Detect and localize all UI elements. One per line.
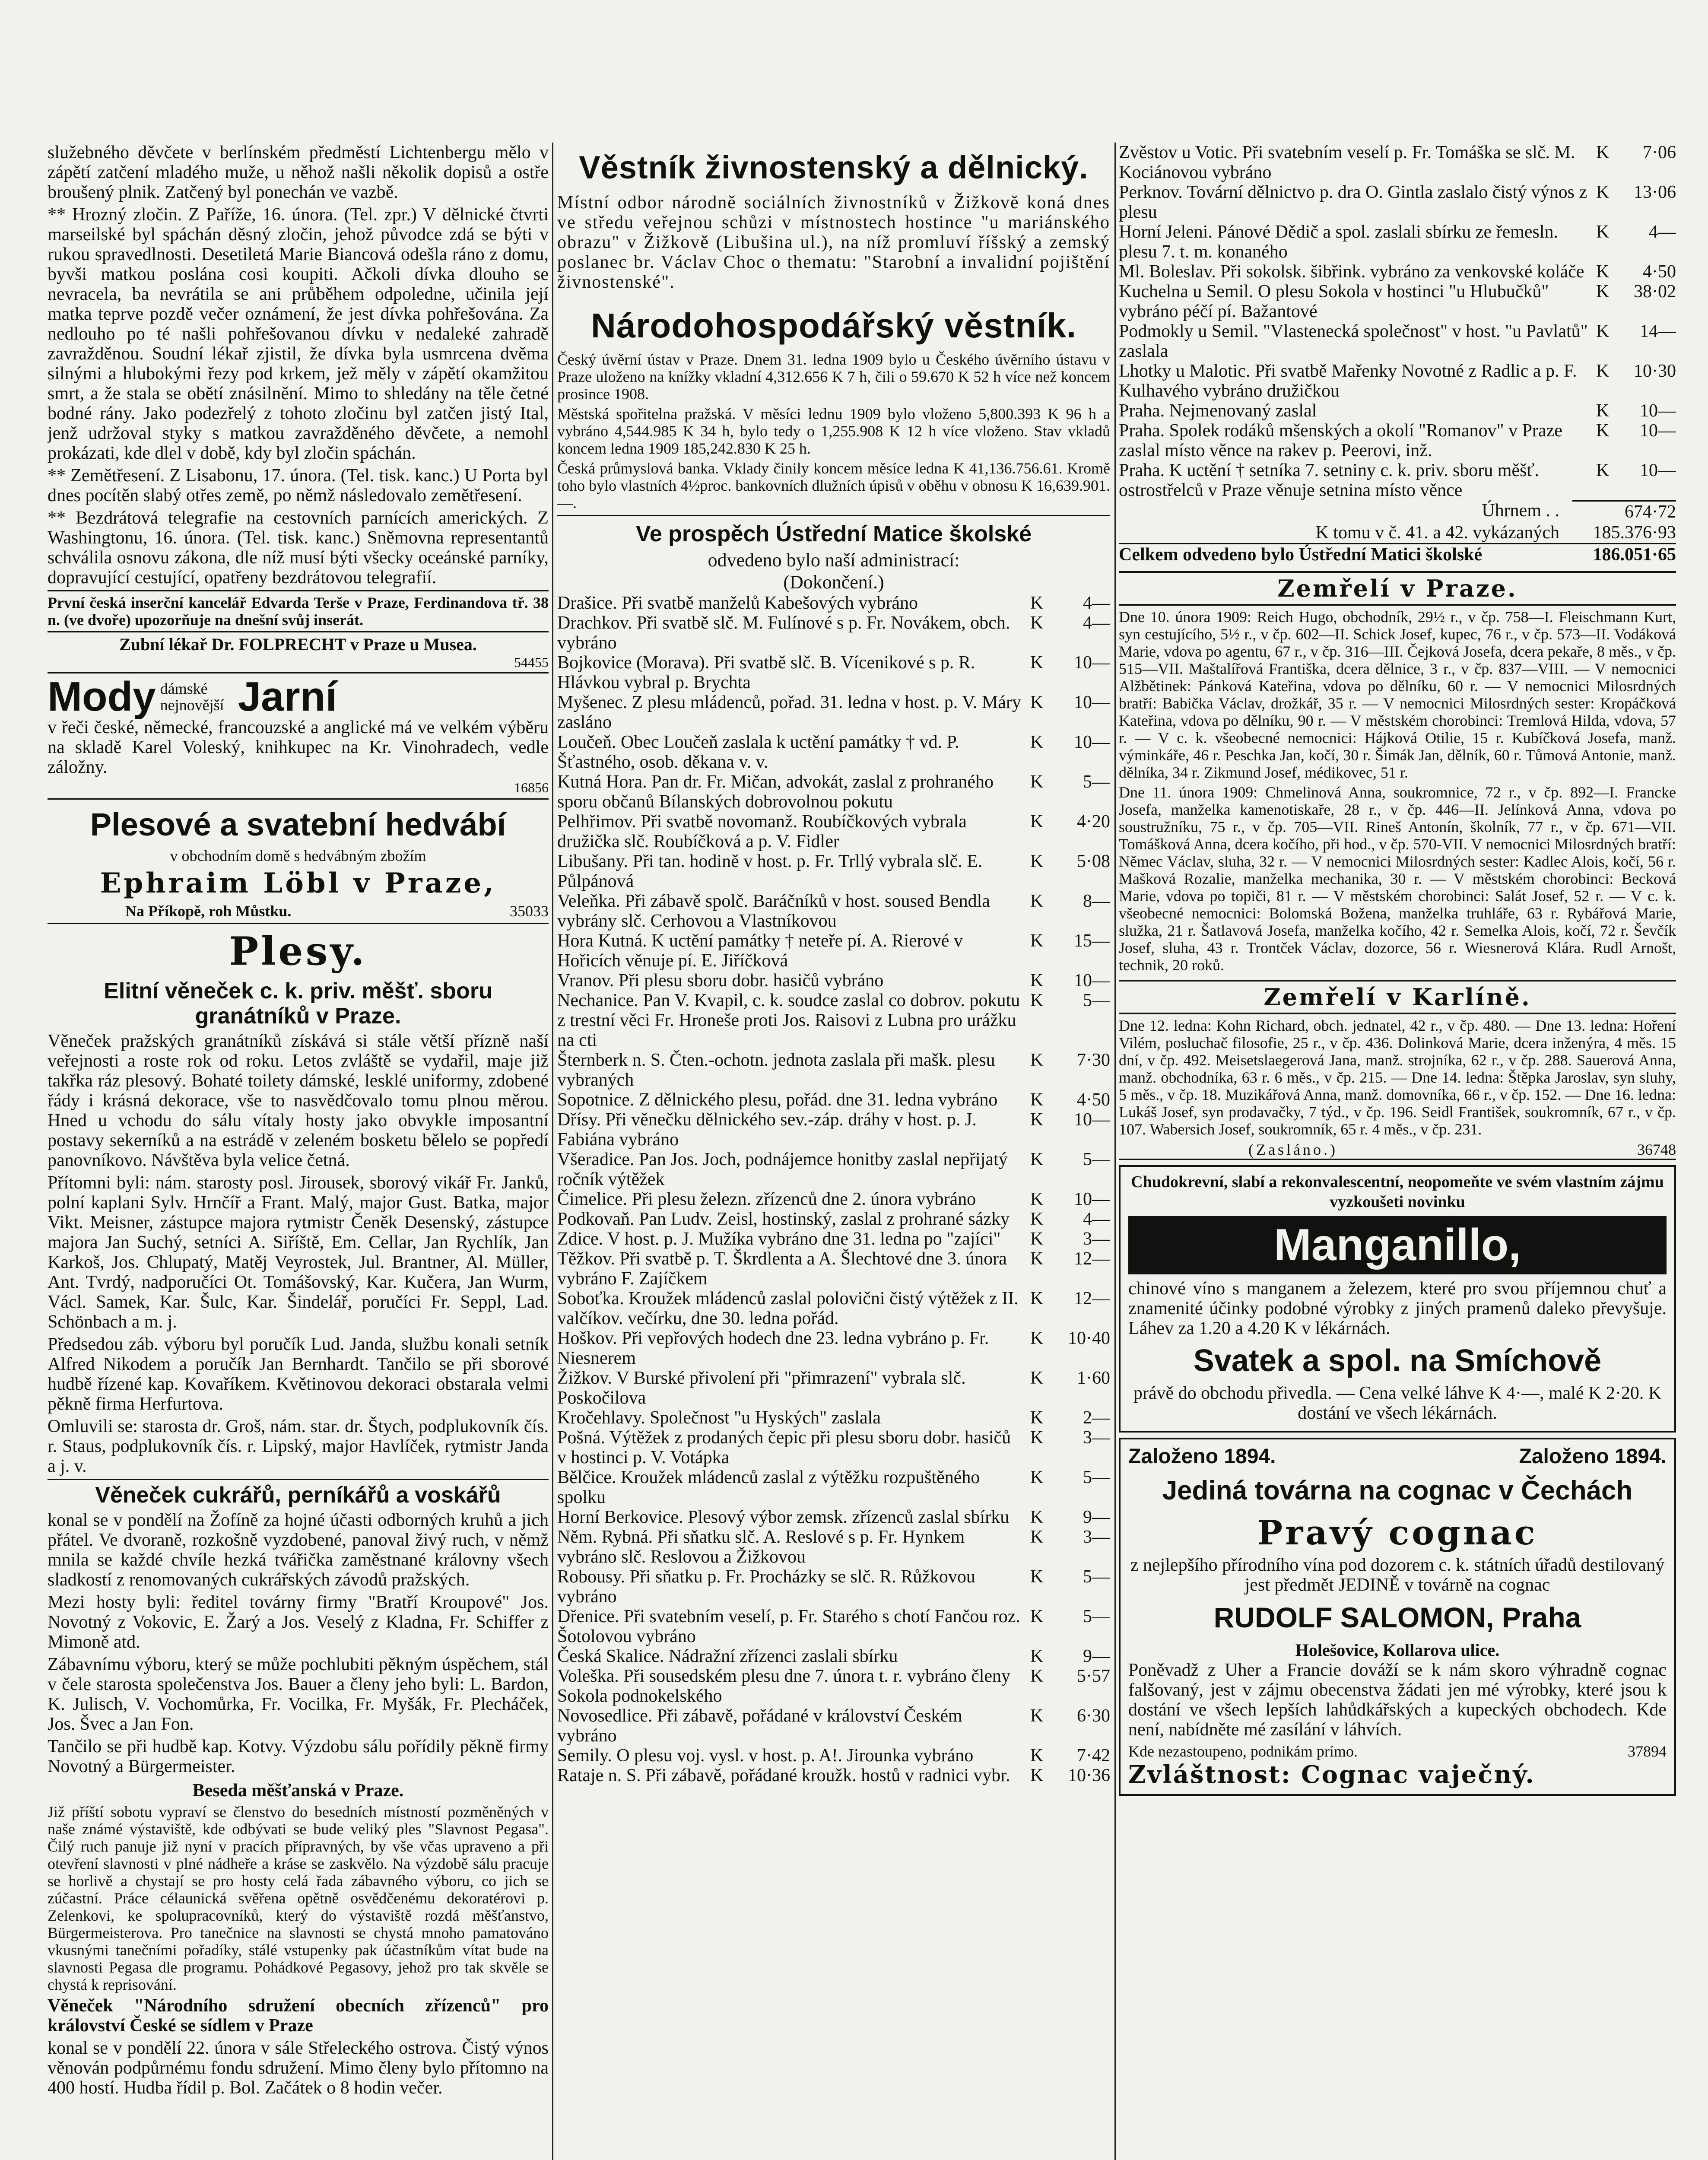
currency-mark: K bbox=[1030, 1646, 1044, 1666]
donation-amount: 6·30 bbox=[1077, 1706, 1110, 1726]
donation-amount: 10— bbox=[1074, 1110, 1110, 1130]
total-value: 674·72 bbox=[1572, 500, 1676, 522]
donation-text: Praha. Spolek rodáků mšenských a okolí "Romanov" v Praze zaslal místo věnce na rakev p. Peerovi, inž. bbox=[1119, 421, 1562, 461]
matice-sub: odvedeno bylo naší administrací: bbox=[708, 550, 960, 571]
donation-amount: 9— bbox=[1083, 1646, 1110, 1666]
donation-row bbox=[557, 1249, 1110, 1289]
article-text: Omluvili se: starosta dr. Groš, nám. star. dr. Štych, podplukovník čís. r. Staus, podplukovník čís. r. Lipský, major Havlíček, rytmistr Janda a j. v. bbox=[48, 1417, 549, 1476]
plesy-heading: Plesy. bbox=[229, 928, 367, 974]
donation-row bbox=[1119, 222, 1676, 262]
donation-row bbox=[1119, 262, 1676, 282]
svatek-text: právě do obchodu přivedla. — Cena velké láhve K 4·—, malé K 2·20. K dostání ve všech lékárnách. bbox=[1133, 1383, 1662, 1423]
currency-mark: K bbox=[1596, 143, 1610, 162]
currency-mark: K bbox=[1030, 812, 1044, 832]
donation-row bbox=[557, 692, 1110, 732]
donation-amount: 5— bbox=[1083, 1567, 1110, 1587]
donation-amount: 4·50 bbox=[1077, 1090, 1110, 1110]
donation-amount: 9— bbox=[1083, 1507, 1110, 1527]
donation-row bbox=[557, 732, 1110, 772]
currency-mark: K bbox=[1030, 1507, 1044, 1527]
celkem-value: 186.051·65 bbox=[1593, 545, 1676, 565]
zaslano-row bbox=[1119, 1140, 1676, 1160]
ad-number: 37894 bbox=[1628, 1743, 1667, 1760]
ples-ad bbox=[48, 798, 549, 924]
ples-addr-row bbox=[48, 902, 549, 920]
donation-text: Všeradice. Pan Jos. Joch, podnájemce honitby zaslal nepřijatý ročník výtěžek bbox=[557, 1150, 1008, 1189]
rudolf-salomon: RUDOLF SALOMON, Praha bbox=[1213, 1601, 1581, 1633]
article-text: Dne 11. února 1909: Chmelinová Anna, soukromnice, 72 r., v čp. 892—I. Francke Josefa, manželka kamenotiskaře, 28 r., v čp. 446—II. Jelínková Anna, vdova po soustružníku, 75 r., v čp. 705—VII. Rineš Antonín, školník, 77 r., v čp. 671—VII. Tomášková Anna, dcera kočího, při hod., v čp. 570-VII. V nemocnici Milosrdných bratří: Němec Václav, sluha, 32 r. — V nemocnici Milosrdných sester: Kadlec Alois, kočí, 56 r. Mašková Rozalie, manželka mechanika, 30 r. — V městském chorobinci: Becková Marie, vdova po topiči, 81 r. — V městském chorobinci: Salát Josef, 52 r. — V c. k. všeobecné nemocnici: Bolomská Božena, manželka truhláře, 63 r. Rybářová Marie, služka, 21 r. Šatlavová Josefa, manželka kočího, 42 r. Semelka Alois, kočí, 72 r. Ševčík Josef, sluha, 43 r. Trontček Václav, dozorce, 56 r. Wiesnerová Klára. Rudl Arnošt, technik, 20 roků. bbox=[1119, 784, 1676, 974]
currency-mark: K bbox=[1030, 1150, 1044, 1169]
currency-mark: K bbox=[1030, 1368, 1044, 1388]
donation-text: Loučeň. Obec Loučeň zaslala k uctění památky † vd. P. Šťastného, osob. děkana v. v. bbox=[557, 732, 959, 772]
donation-text: Dřísy. Při věnečku dělnického sev.-záp. dráhy v host. p. J. Fabiána vybráno bbox=[557, 1110, 977, 1150]
ad-number: 36748 bbox=[1637, 1141, 1676, 1158]
donation-amount: 10— bbox=[1074, 732, 1110, 752]
matice-cont: (Dokončení.) bbox=[783, 572, 884, 593]
currency-mark: K bbox=[1596, 321, 1610, 341]
zaslano-label: (Zasláno.) bbox=[1248, 1141, 1338, 1158]
ples-title: Plesové a svatební hedvábí bbox=[90, 807, 506, 842]
donation-text: Bojkovice (Morava). Při svatbě slč. B. Vícenikové s p. R. Hlávkou vybral p. Brychta bbox=[557, 653, 975, 692]
article-text: Tančilo se při hudbě kap. Kotvy. Výzdobu sálu pořídily pěkně firmy Novotný a Bürgermeister. bbox=[48, 1737, 549, 1776]
zalozeno-left: Založeno 1894. bbox=[1128, 1445, 1276, 1468]
donation-amount: 4— bbox=[1083, 1209, 1110, 1229]
donation-row bbox=[557, 1209, 1110, 1229]
currency-mark: K bbox=[1030, 732, 1044, 752]
donation-row bbox=[557, 1428, 1110, 1468]
currency-mark: K bbox=[1030, 891, 1044, 911]
donation-amount: 5·57 bbox=[1077, 1666, 1110, 1686]
donation-amount: 4— bbox=[1649, 222, 1676, 242]
ples-sub: v obchodním domě s hedvábným zbožím bbox=[170, 847, 426, 864]
donation-amount: 15— bbox=[1074, 931, 1110, 951]
ad-number: 35033 bbox=[510, 902, 549, 920]
donation-text: Hoškov. Při vepřových hodech dne 23. ledna vybráno p. Fr. Niesnerem bbox=[557, 1328, 989, 1368]
currency-mark: K bbox=[1030, 1110, 1044, 1130]
salomon-ad bbox=[1119, 1438, 1676, 1796]
currency-mark: K bbox=[1030, 653, 1044, 673]
donation-text: Lhotky u Malotic. Při svatbě Mařenky Novotné z Radlic a p. F. Kulhavého vybráno družičkou bbox=[1119, 361, 1577, 401]
donation-row bbox=[557, 1328, 1110, 1368]
donation-amount: 5·08 bbox=[1077, 851, 1110, 871]
currency-mark: K bbox=[1030, 1229, 1044, 1249]
tomu-row bbox=[1119, 522, 1676, 543]
article-text: Věneček pražských granátníků získává si stále větší přízně naší veřejnosti a roste rok od roku. Letos zvláště se vydařil, maje již takřka ráz plesový. Bohaté toilety dámské, lesklé uniformy, zdobené řády i krásná dekorace, vše to nasvědčovalo tomu plnou měrou. Hned u vchodu do sálu vítaly hosty jako obvykle imposantní postavy sekerníků a na estrádě v zeleném bosketu bělelo se popředí panovníkovo. Návštěva byla velice četná. bbox=[48, 1031, 549, 1170]
donation-amount: 10— bbox=[1074, 653, 1110, 673]
donation-amount: 13·06 bbox=[1634, 182, 1676, 202]
zvlastnost: Zvláštnost: Cognac vaječný. bbox=[1128, 1760, 1535, 1789]
svatek-title: Svatek a spol. na Smíchově bbox=[1193, 1344, 1602, 1378]
donation-row bbox=[557, 971, 1110, 991]
donation-amount: 7·06 bbox=[1643, 143, 1676, 162]
donation-row bbox=[1119, 282, 1676, 321]
donation-amount: 10— bbox=[1074, 1189, 1110, 1209]
currency-mark: K bbox=[1596, 222, 1610, 242]
donation-row bbox=[557, 1368, 1110, 1408]
article-text: Předsedou záb. výboru byl poručík Lud. Janda, službu konali setník Alfred Nikodem a poručík Jan Bernhardt. Tančilo se při sborové hudbě řízené kap. Kovaříkem. Květinovou dekoraci obstarala velmi pěkně firma Herfurtova. bbox=[48, 1334, 549, 1414]
donation-row bbox=[557, 1706, 1110, 1746]
total-label: Úhrnem . . bbox=[1482, 501, 1559, 521]
donation-row bbox=[557, 1607, 1110, 1646]
donation-amount: 12— bbox=[1074, 1249, 1110, 1269]
article-text: Česká průmyslová banka. Vklady činily koncem měsíce ledna K 41,136.756.61. Kromě toho bylo vlastních 4½proc. bankovních dlužních úpisů v oběhu v obnosu K 16,639.901.—. bbox=[557, 460, 1110, 511]
article-text: Dne 10. února 1909: Reich Hugo, obchodník, 29½ r., v čp. 758—I. Fleischmann Kurt, syn cestujícího, 5½ r., v čp. 602—II. Schick Josef, kupec, 76 r., v čp. 573—II. Vodáková Marie, vdova po agentu, 67 r., v čp. 316—III. Čejková Josefa, dcera pekaře, 8 měs., v čp. 515—VII. Maštalířová Františka, dcera dělnice, 3 r., v čp. 837—VIII. — V nemocnici Alžbětinek: Pánková Kateřina, vdova po dělníku, 60 r. — V nemocnici Milosrdných bratří: Babička Václav, drožkář, 35 r. — V nemocnici Milosrdných sester: Kropáčková Kateřina, vdova po dělníku, 90 r. — V městském chorobinci: Tremlová Hilda, vdova, 57 r. — V c. k. všeobecné nemocnici: Hájková Otilie, 15 r. Kubíčková Josefa, manž. výminkáře, 46 r. Peschka Jan, kočí, 30 r. Šimák Jan, dělník, 60 r. Tůmová Antonie, manž. dělníka, 34 r. Zikmund Josef, médikovec, 51 r. bbox=[1119, 608, 1676, 781]
donation-row bbox=[1119, 143, 1676, 182]
donation-text: Kročehlavy. Společnost "u Hyských" zaslala bbox=[557, 1408, 881, 1428]
donation-text: Čimelice. Při plesu železn. zřízenců dne 2. února vybráno bbox=[557, 1189, 976, 1209]
donation-row bbox=[557, 851, 1110, 891]
currency-mark: K bbox=[1596, 262, 1610, 282]
pravy-text: z nejlepšího přírodního vína pod dozorem c. k. státních úřadů destilovaný jest předmět JEDINĚ v továrně na cognac bbox=[1130, 1555, 1665, 1595]
currency-mark: K bbox=[1030, 1766, 1044, 1785]
donation-text: Česká Skalice. Nádražní zřízenci zaslali sbírku bbox=[557, 1646, 898, 1666]
donation-text: Praha. K uctění † setníka 7. setniny c. k. priv. sboru měšť. ostrostřelců v Praze věnuje setnina místo věnce bbox=[1119, 461, 1539, 500]
article-text: Mezi hosty byli: ředitel továrny firmy "Bratří Kroupové" Jos. Novotný z Vokovic, E. Žarý a Jos. Veselý z Kladna, Fr. Schiffer z Mimoně atd. bbox=[48, 1592, 549, 1652]
donation-amount: 5— bbox=[1083, 1607, 1110, 1626]
article-text: Přítomni byli: nám. starosty posl. Jirousek, sborový vikář Fr. Janků, polní kaplani Sylv. Hrnčíř a Frant. Malý, major Gust. Batka, major Vikt. Meisner, zástupce majora rytmistr Čeněk Desenský, zástupce majora Jan Suchý, setníci A. Siříště, Em. Cellar, Jan Rychlík, Jan Karkoš, Jos. Chlupatý, Matěj Veyrostek, Jul. Brantner, Al. Müller, Ant. Tvrdý, nadporučíci Ot. Tomášovský, Kar. Kučera, Jan Wurm, Václ. Samek, Kar. Šulc, Kar. Šindelář, poručíci Fr. Seppl, Lad. Schönbach a m. j. bbox=[48, 1173, 549, 1332]
donation-text: Myšenec. Z plesu mládenců, pořad. 31. ledna v host. p. V. Máry zasláno bbox=[557, 692, 1021, 732]
article-text: Místní odbor národně sociálních živnostníků v Žižkově koná dnes ve středu veřejnou schůzi v místnostech hostince "u mariánského obrazu" v Žižkově (Libušina ul.), na níž promluví říšský a zemský poslanec br. Václav Choc o thematu: "Starobní a invalidní pojištění živnostenské". bbox=[557, 193, 1110, 292]
donation-row bbox=[1119, 321, 1676, 361]
article-text: Dne 12. ledna: Kohn Richard, obch. jednatel, 42 r., v čp. 480. — Dne 13. ledna: Hoření Vilém, posluchač filosofie, 25 r., v čp. 436. Dolinková Marie, dcera inženýra, 4 měs. 15 dní, v čp. 492. Meisetslaegerová Jana, manž. strojníka, 62 r., v čp. 288. Sauerová Anna, manž. obchodníka, 63 r. 6 měs., v čp. 215. — Dne 14. ledna: Štěpka Jaroslav, syn sluhy, 5 měs., v čp. 18. Muzikářová Anna, manž. domovníka, 66 r., v čp. 152. — Dne 16. ledna: Lukáš Josef, syn prodavačky, 7 týd., v čp. 196. Seidl František, soukromník, 67 r., v čp. 107. Wabersich Josef, soukromník, 65 r. 4 měs., v čp. 231. bbox=[1119, 1017, 1676, 1138]
notice-insertion: První česká inserční kancelář Edvarda Terše v Praze, Ferdinandova tř. 38 n. (ve dvoře) upozorňuje na dnešní svůj inserát. bbox=[48, 590, 549, 629]
celkem-row bbox=[1119, 543, 1676, 565]
pravy-cognac: Pravý cognac bbox=[1257, 1513, 1538, 1553]
section-heading: Věneček cukrářů, perníkářů a voskářů bbox=[48, 1479, 549, 1508]
currency-mark: K bbox=[1030, 991, 1044, 1010]
currency-mark: K bbox=[1030, 1209, 1044, 1229]
currency-mark: K bbox=[1030, 613, 1044, 633]
donation-text: Pošná. Výtěžek z prodaných čepic při plesu sboru dobr. hasičů v hostinci p. V. Votápka bbox=[557, 1428, 1011, 1468]
mody-ad bbox=[48, 673, 549, 796]
mody-text: v řeči české, německé, francouzské a anglické má ve velkém výběru na skladě Karel Voleský, knihkupec na Kr. Vinohradech, vedle záložny. bbox=[48, 718, 549, 777]
donation-row bbox=[557, 613, 1110, 653]
column-divider bbox=[552, 143, 553, 2160]
donation-row bbox=[557, 593, 1110, 613]
donation-text: Semily. O plesu voj. vysl. v host. p. A!. Jirounka vybráno bbox=[557, 1746, 974, 1766]
article-text: Český úvěrní ústav v Praze. Dnem 31. ledna 1909 bylo u Českého úvěrního ústavu v Praze uloženo na knížky vkladní 4,312.656 K 7 h, čili o 59.670 K 52 h více než koncem prosince 1908. bbox=[557, 351, 1110, 403]
currency-mark: K bbox=[1030, 692, 1044, 712]
currency-mark: K bbox=[1030, 1567, 1044, 1587]
total-row bbox=[1119, 500, 1676, 522]
tomu-label: K tomu v č. 41. a 42. vykázaných bbox=[1315, 523, 1559, 543]
dentist-text: Zubní lékař Dr. FOLPRECHT v Praze u Musea. bbox=[119, 635, 477, 654]
donation-text: Praha. Nejmenovaný zaslal bbox=[1119, 401, 1317, 421]
currency-mark: K bbox=[1030, 1746, 1044, 1766]
donation-amount: 10— bbox=[1074, 971, 1110, 991]
article-text: Již příští sobotu vypraví se členstvo do besedních místností pozměněných v naše známé výstaviště, kde odbývati se bude veliký ples "Slavnost Pegasa". Čilý ruch panuje již nyní v pracích přípravných, by vše včas upraveno a při otevření slavnosti v plné nádheře a kráse se zaskvělo. Na výzdobě sálu pracuje se horlivě a chystají se pro hosty celá řada zábavného výboru, co jich se zúčastní. Práce célaunická svěřena opětně osvědčenému dekoratérovi p. Zelenkovi, ke spolupracovníků, který do výstaviště rozdá měšťanstvo, Bürgermeisterova. Pro tanečnice na slavnosti se chystá mnoho pamatováno vkusnými tanečními pořadíky, stálé vstupenky pak účastníkům vítat bude na slavnosti Pegasa dle programu. Pohádkové Pegasovy, jehož pro tak skvěle se chystá k reprisování. bbox=[48, 1803, 549, 1993]
donation-amount: 7·30 bbox=[1077, 1050, 1110, 1070]
currency-mark: K bbox=[1596, 421, 1610, 441]
donation-amount: 10·40 bbox=[1068, 1328, 1110, 1348]
donation-list bbox=[557, 593, 1110, 1785]
donation-text: Drachkov. Při svatbě slč. M. Fulínové s p. Fr. Novákem, obch. vybráno bbox=[557, 613, 1010, 653]
donation-row bbox=[557, 931, 1110, 971]
matice-title: Ve prospěch Ústřední Matice školské bbox=[635, 521, 1032, 546]
article-text: konal se v pondělí 22. února v sále Střeleckého ostrova. Čistý výnos věnován podpůrnému fondu sdružení. Mimo členy bylo přítomno na 400 hostí. Hudba řídil p. Bol. Začátek o 8 hodin večer. bbox=[48, 2038, 549, 2098]
ples-firm: Ephraim Löbl v Praze, bbox=[100, 867, 496, 899]
donation-text: Zvěstov u Votic. Při svatebním veselí p. Fr. Tomáška se slč. M. Kociánovou vybráno bbox=[1119, 143, 1575, 182]
currency-mark: K bbox=[1596, 182, 1610, 202]
currency-mark: K bbox=[1030, 971, 1044, 991]
currency-mark: K bbox=[1030, 1050, 1044, 1070]
column-divider bbox=[1114, 143, 1116, 2160]
donation-row bbox=[1119, 461, 1676, 500]
donation-row bbox=[1119, 401, 1676, 421]
donation-row bbox=[557, 1666, 1110, 1706]
article-text: ** Hrozný zločin. Z Paříže, 16. února. (Tel. zpr.) V dělnické čtvrti marseilské byl spáchán děsný zločin, jehož původce zdá se býti v rukou spravedlnosti. Desetiletá Marie Biancová odešla ráno z domu, byvši matkou poslána cosi koupiti. Ačkoli dívka dlouho se nevracela, ba nevrátila se ani průběhem odpoledne, učinila její matka teprve pozdě večer oznámení, že jest dívka pohřešována. Za nedlouho po té našli pohřešovanou dívku v nedaleké zahradě zavražděnou. Soudní lékař zjistil, že dívka byla usmrcena dvěma silnými a hlubokými řezy pod krkem, jež měly v zápětí okamžitou smrt, a že stala se obětí znásilnění. Mimo to shledány na těle četné bodné rány. Jako podezřelý z tohoto zločinu byl zatčen jistý Ital, jenž udržoval styky s matkou zavražděného děvčete, a nemohl prokázati, kde dlel v době, kdy byl zločin spáchán. bbox=[48, 205, 549, 463]
donation-row bbox=[557, 1090, 1110, 1110]
currency-mark: K bbox=[1030, 851, 1044, 871]
rudolf-sig: Kde nezastoupeno, podnikám prímo. bbox=[1128, 1743, 1358, 1760]
article-text: Zábavnímu výboru, který se může pochlubiti pěkným úspěchem, stál v čele starosta společenstva Jos. Bauer a členy jeho byli: L. Bardon, K. Julisch, V. Vochomůrka, Fr. Vocilka, Fr. Myšák, Fr. Plecháček, Jos. Švec a Jan Fon. bbox=[48, 1655, 549, 1734]
donation-amount: 10— bbox=[1640, 421, 1676, 441]
donation-text: Perknov. Tovární dělnictvo p. dra O. Gintla zaslalo čistý výnos z plesu bbox=[1119, 182, 1587, 222]
currency-mark: K bbox=[1030, 931, 1044, 951]
donation-text: Vranov. Při plesu sboru dobr. hasičů vybráno bbox=[557, 971, 884, 991]
currency-mark: K bbox=[1596, 461, 1610, 480]
donation-row bbox=[557, 1527, 1110, 1567]
article-text: ** Zemětřesení. Z Lisabonu, 17. února. (Tel. tisk. kanc.) U Porta byl dnes pocítěn slabý otřes země, po němž následovalo zemětřesení. bbox=[48, 466, 549, 505]
donation-row bbox=[557, 1507, 1110, 1527]
donation-amount: 2— bbox=[1083, 1408, 1110, 1428]
holesovice-addr: Holešovice, Kollarova ulice. bbox=[1295, 1640, 1500, 1660]
currency-mark: K bbox=[1030, 1527, 1044, 1547]
article-text: Městská spořitelna pražská. V měsíci lednu 1909 bylo vloženo 5,800.393 K 96 h a vybráno 4,544.985 K 34 h, bylo tedy o 1,255.908 K 12 h více vloženo. Stav vkladů koncem ledna 1909 185,242.830 K 25 h. bbox=[557, 405, 1110, 457]
donation-text: Bělčice. Kroužek mládenců zaslal z výtěžku rozpuštěného spolku bbox=[557, 1468, 980, 1507]
donation-text: Těžkov. Při svatbě p. T. Škrdlenta a A. Šlechtové dne 3. února vybráno F. Zajíčkem bbox=[557, 1249, 1007, 1289]
donation-text: Žižkov. V Burské přivolení při "přimrazení" vybrala slč. Poskočilova bbox=[557, 1368, 966, 1408]
donation-row bbox=[557, 1110, 1110, 1150]
donation-text: Pelhřimov. Při svatbě novomanž. Roubíčkových vybrala družička slč. Roubíčková a p. V. Fidler bbox=[557, 812, 967, 851]
currency-mark: K bbox=[1030, 1607, 1044, 1626]
donation-text: Nechanice. Pan V. Kvapil, c. k. soudce zaslal co dobrov. pokutu z trestní věci Fr. Hroneše proti Jos. Raisovi z Lubna pro urážku na cti bbox=[557, 991, 1020, 1050]
donation-amount: 4·50 bbox=[1643, 262, 1676, 282]
manganillo-banner: Manganillo, bbox=[1128, 1216, 1667, 1274]
donation-row bbox=[1119, 182, 1676, 222]
donation-text: Libušany. Při tan. hodině v host. p. Fr. Trllý vybrala slč. E. Půlpánová bbox=[557, 851, 983, 891]
currency-mark: K bbox=[1030, 1328, 1044, 1348]
section-title-vestnik: Věstník živnostenský a dělnický. bbox=[579, 149, 1089, 185]
donation-amount: 4·20 bbox=[1077, 812, 1110, 832]
donation-amount: 3— bbox=[1083, 1229, 1110, 1249]
donation-row bbox=[557, 1468, 1110, 1507]
donation-row bbox=[557, 1766, 1110, 1785]
currency-mark: K bbox=[1030, 1249, 1044, 1269]
currency-mark: K bbox=[1030, 772, 1044, 792]
ples-addr: Na Příkopě, roh Můstku. bbox=[125, 902, 292, 920]
currency-mark: K bbox=[1030, 1468, 1044, 1487]
tomu-value: 185.376·93 bbox=[1593, 523, 1676, 543]
donation-text: Veleňka. Při zábavě spolč. Baráčníků v host. soused Bendla vybrány slč. Cerhovou a Vlastníkovou bbox=[557, 891, 990, 931]
donation-amount: 38·02 bbox=[1634, 282, 1676, 302]
donation-amount: 10— bbox=[1640, 401, 1676, 421]
donation-row bbox=[557, 653, 1110, 692]
donation-amount: 5— bbox=[1083, 1150, 1110, 1169]
donation-amount: 10·30 bbox=[1634, 361, 1676, 381]
mody-title: Mody bbox=[48, 673, 156, 720]
column-1 bbox=[48, 143, 549, 2160]
donation-row bbox=[557, 1289, 1110, 1328]
currency-mark: K bbox=[1596, 361, 1610, 381]
donation-amount: 3— bbox=[1083, 1428, 1110, 1448]
celkem-label: Celkem odvedeno bylo Ústřední Matici školské bbox=[1119, 545, 1483, 565]
donation-text: Drašice. Při svatbě manželů Kabešových vybráno bbox=[557, 593, 918, 613]
rudolf-text: Poněvadž z Uher a Francie dováží se k nám skoro výhradně cognac falšovaný, jest v zájmu obecenstva žádati jen mé výrobky, které jsou k dostání ve všech lepších lahůdkářských a kupeckých obchodech. Kde není, nabídněte mé zasílání v láhvích. bbox=[1128, 1660, 1667, 1740]
mody-jarni: Jarní bbox=[238, 673, 337, 720]
currency-mark: K bbox=[1596, 401, 1610, 421]
mody-small: dámské nejnovější bbox=[160, 680, 224, 714]
column-2 bbox=[557, 143, 1110, 2160]
donation-amount: 5— bbox=[1083, 1468, 1110, 1487]
section-heading: Věneček "Národního sdružení obecních zřízenců" pro království České se sídlem v Praze bbox=[48, 1996, 549, 2036]
donation-amount: 8— bbox=[1083, 891, 1110, 911]
zalozeno-row bbox=[1128, 1445, 1667, 1468]
donation-text: Podkovaň. Pan Ludv. Zeisl, hostinský, zaslal z prohrané sázky bbox=[557, 1209, 1010, 1229]
donation-amount: 7·42 bbox=[1077, 1746, 1110, 1766]
currency-mark: K bbox=[1030, 1289, 1044, 1309]
matice-header bbox=[557, 515, 1110, 593]
donation-text: Zdice. V host. p. J. Mužíka vybráno dne 31. ledna po "zajíci" bbox=[557, 1229, 1001, 1249]
donation-text: Kuchelna u Semil. O plesu Sokola v hostinci "u Hlubučků" vybráno péčí pí. Bažantové bbox=[1119, 282, 1549, 321]
donation-text: Ml. Boleslav. Při sokolsk. šibřink. vybráno za venkovské koláče bbox=[1119, 262, 1584, 282]
donation-amount: 14— bbox=[1640, 321, 1676, 341]
donation-amount: 10— bbox=[1640, 461, 1676, 480]
donation-amount: 5— bbox=[1083, 772, 1110, 792]
donation-amount: 12— bbox=[1074, 1289, 1110, 1309]
donation-row bbox=[557, 891, 1110, 931]
donation-row bbox=[557, 812, 1110, 851]
donation-amount: 4— bbox=[1083, 593, 1110, 613]
donation-row bbox=[557, 1646, 1110, 1666]
donation-text: Kutná Hora. Pan dr. Fr. Mičan, advokát, zaslal z prohraného sporu občanů Bílanských dobrovolnou pokutu bbox=[557, 772, 994, 812]
donation-amount: 5— bbox=[1083, 991, 1110, 1010]
donation-text: Podmokly u Semil. "Vlastenecká společnost" v host. "u Pavlatů" zaslala bbox=[1119, 321, 1588, 361]
donation-text: Horní Jeleni. Pánové Dědič a spol. zaslali sbírku ze řemesln. plesu 7. t. m. konaného bbox=[1119, 222, 1559, 262]
column-3 bbox=[1119, 143, 1676, 2160]
donation-row bbox=[557, 1746, 1110, 1766]
manganillo-ad bbox=[1119, 1165, 1676, 1433]
currency-mark: K bbox=[1030, 593, 1044, 613]
donation-amount: 1·60 bbox=[1077, 1368, 1110, 1388]
donation-text: Novosedlice. Při zábavě, pořádané v království Českém vybráno bbox=[557, 1706, 962, 1746]
currency-mark: K bbox=[1030, 1706, 1044, 1726]
manganillo-intro: Chudokrevní, slabí a rekonvalescentní, neopomeňte ve svém vlastním zájmu vyzkoušeti novinku bbox=[1131, 1173, 1664, 1211]
donation-text: Horní Berkovice. Plesový výbor zemsk. zřízenců zaslal sbírku bbox=[557, 1507, 1010, 1527]
donation-row bbox=[557, 1189, 1110, 1209]
donation-row bbox=[557, 1150, 1110, 1189]
donation-text: Dřenice. Při svatebním veselí, p. Fr. Starého s chotí Fančou roz. Šotolovou vybráno bbox=[557, 1607, 1020, 1646]
donation-amount: 10·36 bbox=[1068, 1766, 1110, 1785]
donation-text: Voleška. Při sousedském plesu dne 7. února t. r. vybráno členy Sokola podnokelského bbox=[557, 1666, 1011, 1706]
donation-amount: 10— bbox=[1074, 692, 1110, 712]
donation-text: Něm. Rybná. Při sňatku slč. A. Reslové s p. Fr. Hynkem vybráno slč. Reslovou a Žižkovou bbox=[557, 1527, 965, 1567]
section-title-narodohospodarsky: Národohospodářský věstník. bbox=[590, 306, 1077, 345]
zalozeno-right: Založeno 1894. bbox=[1519, 1445, 1667, 1468]
donation-row bbox=[557, 1229, 1110, 1249]
section-heading: Elitní věneček c. k. priv. měšť. sboru granátníků v Praze. bbox=[104, 978, 492, 1029]
currency-mark: K bbox=[1030, 1189, 1044, 1209]
section-title-zemreli-praha: Zemřelí v Praze. bbox=[1119, 571, 1676, 606]
donation-list bbox=[1119, 143, 1676, 500]
jedina-title: Jediná továrna na cognac v Čechách bbox=[1162, 1476, 1633, 1506]
dentist-notice bbox=[48, 631, 549, 673]
donation-text: Robousy. Při sňatku p. Fr. Procházky se slč. R. Růžkovou vybráno bbox=[557, 1567, 975, 1607]
currency-mark: K bbox=[1596, 282, 1610, 302]
manganillo-text: chinové víno s manganem a železem, které pro svou příjemnou chuť a znamenité účinky podobné výrobky z jiných pramenů daleko převyšuje. Láhev za 1.20 a 4.20 K v lékárnách. bbox=[1128, 1279, 1667, 1338]
donation-row bbox=[1119, 421, 1676, 461]
currency-mark: K bbox=[1030, 1666, 1044, 1686]
donation-text: Soboťka. Kroužek mládenců zaslal polovični čistý výtěžek z II. valčíkov. večírku, dne 30. ledna pořád. bbox=[557, 1289, 1019, 1328]
ad-number: 16856 bbox=[514, 780, 549, 795]
currency-mark: K bbox=[1030, 1408, 1044, 1428]
donation-row bbox=[557, 991, 1110, 1050]
donation-row bbox=[557, 1408, 1110, 1428]
donation-amount: 4— bbox=[1083, 613, 1110, 633]
donation-text: Sopotnice. Z dělnického plesu, pořád. dne 31. ledna vybráno bbox=[557, 1090, 998, 1110]
donation-row bbox=[557, 1050, 1110, 1090]
donation-text: Hora Kutná. K uctění památky † neteře pí. A. Rierové v Hořicích věnuje pí. E. Jiříčková bbox=[557, 931, 963, 971]
donation-text: Šternberk n. S. Čten.-ochotn. jednota zaslala při mašk. plesu vybraných bbox=[557, 1050, 995, 1090]
rudolf-sig-row bbox=[1128, 1742, 1667, 1760]
article-text: služebného děvčete v berlínském předměstí Lichtenbergu mělo v zápětí zatčení mladého muže, u něhož našli několik dopisů a ostře broušený plnik. Zatčený byl ponechán ve vazbě. bbox=[48, 143, 549, 202]
article-text: ** Bezdrátová telegrafie na cestovních parnících amerických. Z Washingtonu, 16. února. (Tel. tisk. kanc.) Sněmovna representantů schválila osnovu zákona, dle níž musí býti všecky oceánské parníky, dopravující cestující, opatřeny bezdrátovou telegrafií. bbox=[48, 508, 549, 588]
section-title-zemreli-karlin: Zemřelí v Karlíně. bbox=[1119, 980, 1676, 1014]
currency-mark: K bbox=[1030, 1428, 1044, 1448]
currency-mark: K bbox=[1030, 1090, 1044, 1110]
donation-row bbox=[1119, 361, 1676, 401]
ad-number: 54455 bbox=[514, 654, 549, 670]
donation-row bbox=[557, 1567, 1110, 1607]
donation-amount: 3— bbox=[1083, 1527, 1110, 1547]
donation-row bbox=[557, 772, 1110, 812]
section-heading: Beseda měšťanská v Praze. bbox=[192, 1781, 404, 1801]
article-text: konal se v pondělí na Žofíně za hojné účasti odborných kruhů a jich přátel. Ve dvoraně, rozkošně vyzdobené, panoval živý ruch, v němž mnila se každé chvíle hezká tvářička zaměstnané královny všech sladkostí z renomovaných cukrářských závodů pražských. bbox=[48, 1510, 549, 1590]
donation-text: Rataje n. S. Při zábavě, pořádané kroužk. hostů v radnici vybr. bbox=[557, 1766, 1010, 1785]
